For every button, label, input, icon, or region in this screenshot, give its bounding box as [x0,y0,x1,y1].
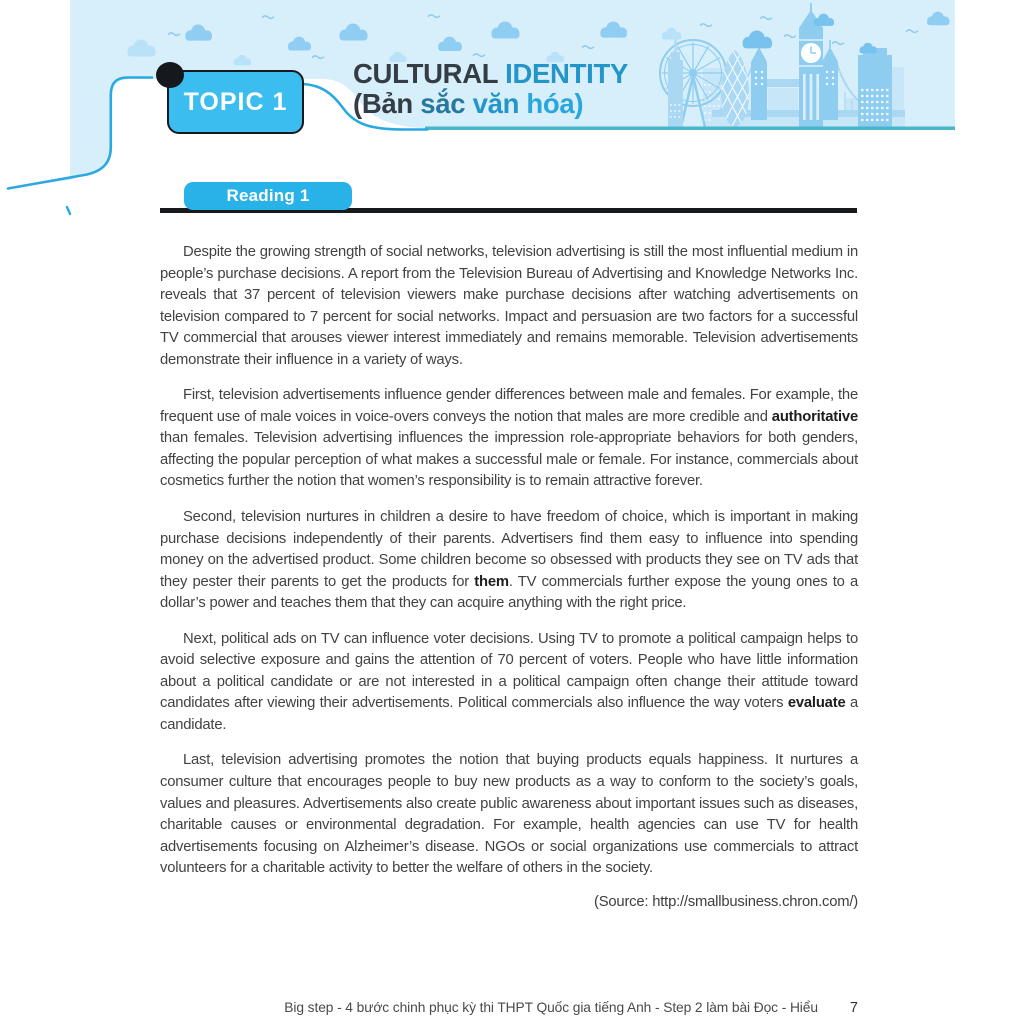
paragraph: Next, political ads on TV can influence voter decisions. Using TV to promote a political campaign helps to avoid selective exposure and gains the attention of 70 percent of voters. People who have little information about a political candidate or are not interested in a political campaign often change their attitude toward candidates after viewing their advertisements. Political commercials also influence the way voters evaluate a candidate. [160,630,858,733]
paragraph: Second, television nurtures in children a desire to have freedom of choice, which is important in making purchase decisions independently of their parents. Advertisers find them easy to influence into spending money on the advertised product. Some children become so obsessed with products they see on TV ads that they pester their parents to get the products for them. TV commercials further expose the young ones to a dollar’s power and teaches them that they can acquire anything with the right price. [160,509,859,612]
page-title-vi [353,89,583,119]
band-baseline [425,127,955,131]
topic-badge-label: TOPIC 1 [183,87,288,116]
paragraph: Despite the growing strength of social networks, television advertising is still the most influential medium in people’s purchase decisions. A report from the Television Bureau of Advertising and Knowledge Networks Inc. reveals that 37 percent of television viewers make purchase decisions after watching advertisements on television compared to 7 percent for social networks. Impact and persuasion are two factors for a successful TV commercial that arouses viewer interest immediately and remains memorable. Television advertisements demonstrate their influence in a variety of ways. [160,244,858,368]
topic-badge [167,70,304,134]
title-segment: hóa) [526,88,584,119]
paragraph: First, television advertisements influence gender differences between male and females. For example, the frequent use of male voices in voice-overs conveys the notion that males are more credible and authoritative than females. Television advertising influences the impression role-appropriate behaviors for both genders, affecting the popular perception of what makes a successful male or female. For instance, commercials about cosmetics further the notion that women’s responsibility is to remain attractive forever. [160,387,858,490]
title-segment: CULTURAL [353,58,506,89]
title-segment: (Bản [353,88,421,119]
title-segment: văn [472,88,527,119]
source-line: (Source: http://smallbusiness.chron.com/) [593,893,858,910]
page-footer [160,1000,858,1016]
reading-tab [184,182,352,210]
title-segment: IDENTITY [505,58,628,89]
content-area [160,242,858,910]
reading-passage [160,242,858,880]
footer-page-number: 7 [849,1000,858,1016]
paragraph: Last, television advertising promotes the notion that buying products equals happiness. It nurtures a consumer culture that encourages people to buy new products as a way to conform to the society’s goals, values and pleasures. Advertisements also create public awareness about important issues such as diseases, charitable causes or environmental degradation. For example, health agencies can use TV for health advertisements focusing on Alzheimer’s disease. NGOs or social organizations use commercials to attract volunteers for a charitable activity to better the welfare of others in the society. [160,752,858,877]
skyscraper-icon [858,48,892,128]
reading-tab-label: Reading 1 [226,186,310,205]
page-title-en [353,59,628,89]
title-segment: sắc [420,88,473,119]
footer-book-title: Big step - 4 bước chinh phục kỳ thi THPT Quốc gia tiếng Anh - Step 2 làm bài Đọc - Hiểu [284,1000,818,1015]
